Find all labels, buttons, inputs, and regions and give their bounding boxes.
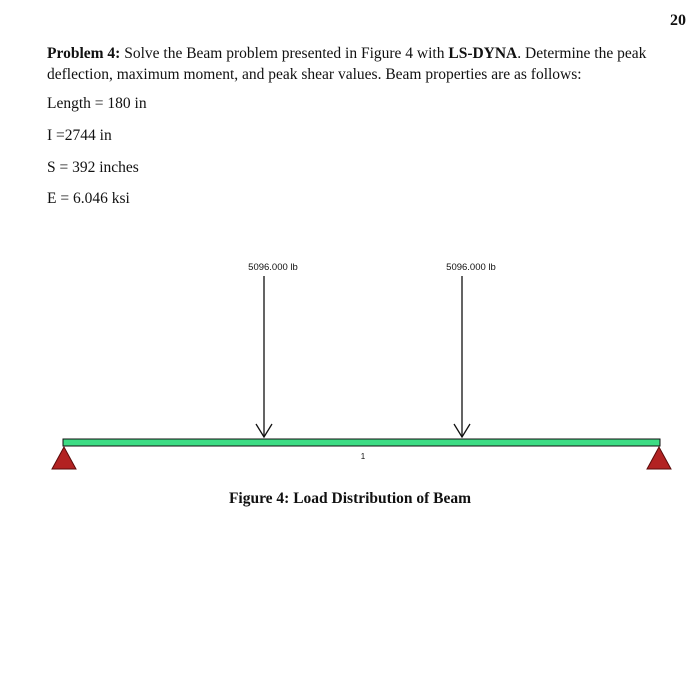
load-arrow-right	[454, 276, 470, 437]
problem-statement	[47, 43, 692, 85]
problem-text-2: . Determine the peak deflection, maximum moment, and peak shear values. Beam properties are as follows:	[47, 45, 647, 83]
support-right	[647, 447, 671, 469]
support-left	[52, 447, 76, 469]
property-modulus: E = 6.046 ksi	[47, 190, 130, 207]
problem-text-1: Solve the Beam problem presented in Figure 4 with	[120, 45, 449, 62]
beam	[63, 439, 660, 446]
load-label-left: 5096.000 lb	[248, 262, 298, 273]
problem-label: Problem 4:	[47, 45, 121, 62]
figure-caption: Figure 4: Load Distribution of Beam	[228, 490, 472, 507]
element-label: 1	[360, 452, 366, 461]
property-section-modulus: S = 392 inches	[47, 159, 139, 176]
property-inertia: I =2744 in	[47, 127, 112, 144]
page-number: 20	[670, 12, 686, 29]
property-length: Length = 180 in	[47, 95, 147, 112]
load-label-right: 5096.000 lb	[446, 262, 496, 273]
beam-figure	[0, 250, 700, 480]
software-name: LS-DYNA	[448, 45, 518, 62]
load-arrow-left	[256, 276, 272, 437]
